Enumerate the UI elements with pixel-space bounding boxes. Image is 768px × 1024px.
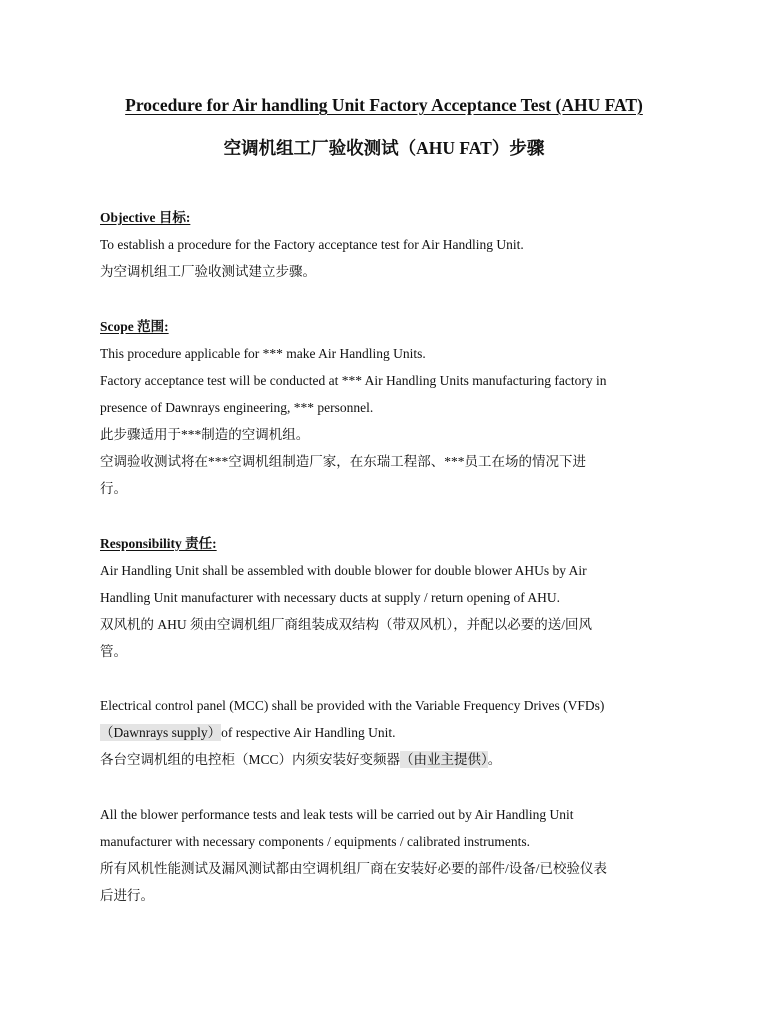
responsibility-p1-line-3: 双风机的 AHU 须由空调机组厂商组装成双结构（带双风机），并配以必要的送/回风 [100,617,592,632]
section-scope [100,313,680,502]
responsibility-paragraph-3 [100,801,680,909]
title-chinese: 空调机组工厂验收测试（AHU FAT）步骤 [223,138,545,158]
scope-line-6: 行。 [100,481,127,496]
scope-line-3: presence of Dawnrays engineering, *** personnel. [100,400,374,415]
responsibility-p3-line-1: All the blower performance tests and leak tests will be carried out by Air Handling Unit [100,807,574,822]
responsibility-p2-line-2-text: of respective Air Handling Unit. [221,725,396,740]
responsibility-paragraph-2 [100,692,680,773]
responsibility-p2-line-2 [100,719,680,746]
responsibility-p3-line-3: 所有风机性能测试及漏风测试都由空调机组厂商在安装好必要的部件/设备/已校验仪表 [100,861,608,876]
highlight-owner-supply: （由业主提供） [400,752,488,767]
responsibility-p2-line-3 [100,746,680,773]
title-english [0,93,768,117]
scope-line-2: Factory acceptance test will be conducted at *** Air Handling Units manufacturing factory in [100,373,607,388]
objective-line-1: To establish a procedure for the Factory acceptance test for Air Handling Unit. [100,237,524,252]
responsibility-p3-line-2: manufacturer with necessary components / equipments / calibrated instruments. [100,834,530,849]
responsibility-p2-line-3-end: 。 [487,752,502,767]
section-responsibility [100,530,680,665]
responsibility-p2-line-3-start: 各台空调机组的电控柜（MCC）内须安装好变频器 [100,752,401,767]
scope-line-5: 空调验收测试将在***空调机组制造厂家，在东瑞工程部、***员工在场的情况下进 [100,454,586,469]
highlight-dawnrays-supply: （Dawnrays supply） [100,725,222,740]
scope-heading: Scope 范围: [100,319,169,334]
title-english-text: Procedure for Air handling Unit Factory Acceptance Test (AHU FAT) [125,95,643,115]
objective-line-2: 为空调机组工厂验收测试建立步骤。 [100,264,316,279]
responsibility-heading: Responsibility 责任: [100,536,217,551]
responsibility-p1-line-1: Air Handling Unit shall be assembled with double blower for double blower AHUs by Air [100,563,587,578]
responsibility-p2-line-1: Electrical control panel (MCC) shall be provided with the Variable Frequency Drives (VFDs) [100,698,605,713]
responsibility-p1-line-2: Handling Unit manufacturer with necessary ducts at supply / return opening of AHU. [100,590,561,605]
objective-heading: Objective 目标: [100,210,191,225]
responsibility-p1-line-4: 管。 [100,644,127,659]
scope-line-1: This procedure applicable for *** make Air Handling Units. [100,346,426,361]
responsibility-p3-line-4: 后进行。 [100,888,154,903]
section-objective [100,204,680,285]
scope-line-4: 此步骤适用于***制造的空调机组。 [100,427,310,442]
